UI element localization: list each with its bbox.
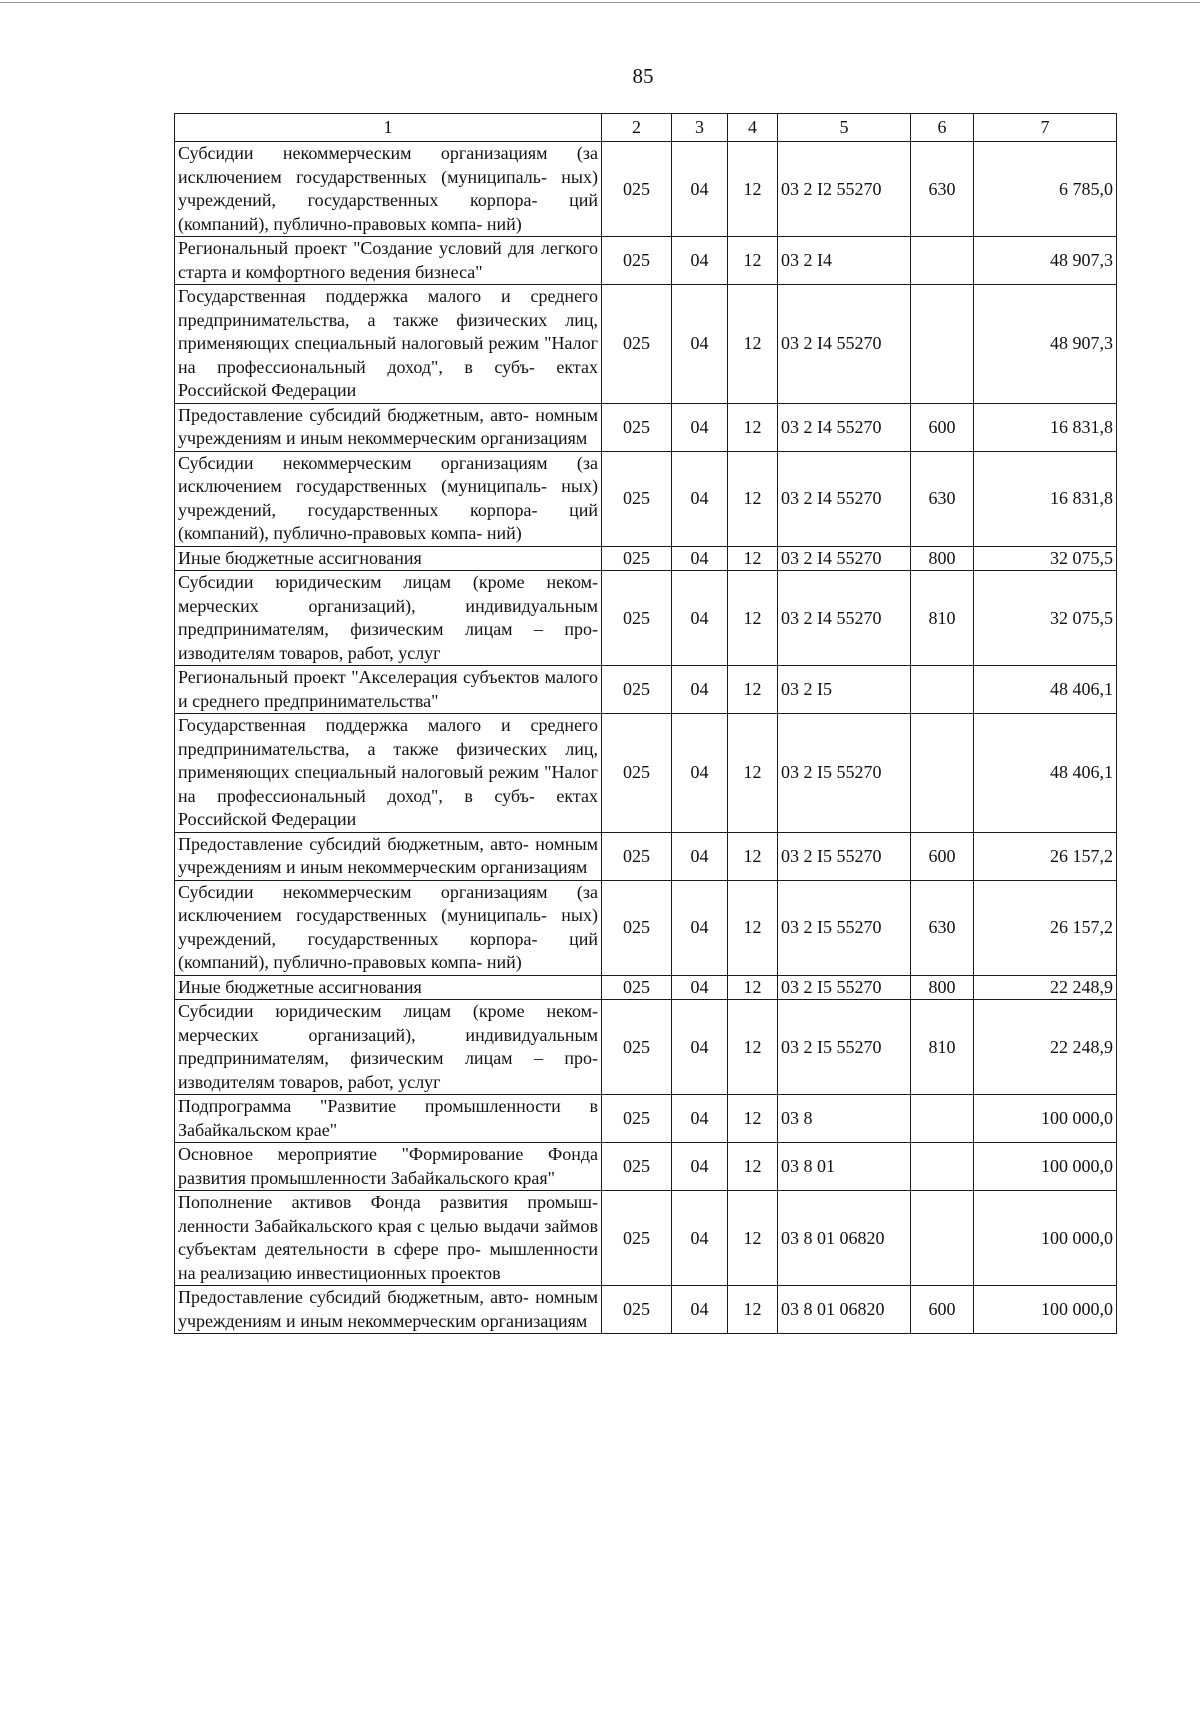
- row-col-2: 025: [602, 1095, 672, 1143]
- row-col-3: 04: [672, 880, 728, 975]
- header-col-4: 4: [728, 114, 778, 142]
- row-col-3: 04: [672, 142, 728, 237]
- row-col-4: 12: [728, 1143, 778, 1191]
- header-col-2: 2: [602, 114, 672, 142]
- row-col-2: 025: [602, 1191, 672, 1286]
- row-col-7: 22 248,9: [974, 975, 1117, 1000]
- row-col-3: 04: [672, 403, 728, 451]
- row-col-4: 12: [728, 714, 778, 833]
- row-col-7: 100 000,0: [974, 1191, 1117, 1286]
- table-row: [175, 975, 1117, 1000]
- row-col-5: 03 2 I4 55270: [778, 451, 911, 546]
- row-name: Субсидии некоммерческим организациям (за исключением государственных (муниципаль- ных) учреждений, государственных корпора- ций (компаний), публично-правовых компа- ний): [175, 451, 602, 546]
- row-col-3: 04: [672, 546, 728, 571]
- row-col-7: 48 406,1: [974, 714, 1117, 833]
- row-col-5: 03 8 01 06820: [778, 1191, 911, 1286]
- row-col-7: 16 831,8: [974, 451, 1117, 546]
- row-col-6: [911, 1095, 974, 1143]
- row-col-3: 04: [672, 975, 728, 1000]
- row-col-2: 025: [602, 832, 672, 880]
- table-row: [175, 666, 1117, 714]
- row-col-3: 04: [672, 714, 728, 833]
- header-col-5: 5: [778, 114, 911, 142]
- row-col-4: 12: [728, 1095, 778, 1143]
- row-col-5: 03 2 I5 55270: [778, 975, 911, 1000]
- row-col-2: 025: [602, 546, 672, 571]
- table-row: [175, 237, 1117, 285]
- row-name: Предоставление субсидий бюджетным, авто- номным учреждениям и иным некоммерческим организациям: [175, 1286, 602, 1334]
- row-col-6: [911, 237, 974, 285]
- row-col-5: 03 2 I4 55270: [778, 403, 911, 451]
- row-col-4: 12: [728, 1286, 778, 1334]
- row-name: Основное мероприятие "Формирование Фонда развития промышленности Забайкальского края": [175, 1143, 602, 1191]
- row-col-6: [911, 285, 974, 404]
- row-col-5: 03 8: [778, 1095, 911, 1143]
- row-col-3: 04: [672, 832, 728, 880]
- row-col-5: 03 2 I5 55270: [778, 714, 911, 833]
- row-col-5: 03 8 01 06820: [778, 1286, 911, 1334]
- row-col-2: 025: [602, 666, 672, 714]
- row-name: Пополнение активов Фонда развития промыш- ленности Забайкальского края с целью выдачи займов субъектам деятельности в сфере про- мышленности на реализацию инвестиционных проектов: [175, 1191, 602, 1286]
- row-col-6: 630: [911, 142, 974, 237]
- row-col-6: [911, 1191, 974, 1286]
- row-col-2: 025: [602, 714, 672, 833]
- header-col-3: 3: [672, 114, 728, 142]
- header-col-1: 1: [175, 114, 602, 142]
- row-col-5: 03 2 I5 55270: [778, 880, 911, 975]
- row-col-3: 04: [672, 1095, 728, 1143]
- row-name: Государственная поддержка малого и среднего предпринимательства, а также физических лиц, применяющих специальный налоговый режим "Налог на профессиональный доход", в субъ- ектах Российской Федерации: [175, 714, 602, 833]
- row-col-4: 12: [728, 571, 778, 666]
- row-col-2: 025: [602, 237, 672, 285]
- row-col-2: 025: [602, 451, 672, 546]
- row-col-4: 12: [728, 666, 778, 714]
- row-col-6: 630: [911, 451, 974, 546]
- row-col-4: 12: [728, 1191, 778, 1286]
- row-name: Предоставление субсидий бюджетным, авто- номным учреждениям и иным некоммерческим организациям: [175, 403, 602, 451]
- row-col-5: 03 2 I5 55270: [778, 832, 911, 880]
- scan-top-edge: [0, 2, 1200, 3]
- row-col-2: 025: [602, 142, 672, 237]
- row-col-7: 16 831,8: [974, 403, 1117, 451]
- table-row: [175, 714, 1117, 833]
- row-col-2: 025: [602, 403, 672, 451]
- page-number: 85: [632, 64, 654, 88]
- table-row: [175, 285, 1117, 404]
- row-col-4: 12: [728, 880, 778, 975]
- row-col-2: 025: [602, 1143, 672, 1191]
- row-col-3: 04: [672, 1286, 728, 1334]
- row-col-6: 800: [911, 975, 974, 1000]
- row-col-4: 12: [728, 142, 778, 237]
- row-col-3: 04: [672, 237, 728, 285]
- row-name: Региональный проект "Создание условий для легкого старта и комфортного ведения бизнеса": [175, 237, 602, 285]
- row-name: Иные бюджетные ассигнования: [175, 546, 602, 571]
- row-col-7: 48 907,3: [974, 285, 1117, 404]
- table-header: [175, 114, 1117, 142]
- row-col-5: 03 2 I4: [778, 237, 911, 285]
- row-col-4: 12: [728, 285, 778, 404]
- row-name: Региональный проект "Акселерация субъектов малого и среднего предпринимательства": [175, 666, 602, 714]
- row-col-4: 12: [728, 403, 778, 451]
- table-row: [175, 571, 1117, 666]
- row-col-7: 32 075,5: [974, 546, 1117, 571]
- row-col-3: 04: [672, 1143, 728, 1191]
- row-col-3: 04: [672, 451, 728, 546]
- row-col-2: 025: [602, 285, 672, 404]
- row-col-5: 03 2 I4 55270: [778, 285, 911, 404]
- row-name: Иные бюджетные ассигнования: [175, 975, 602, 1000]
- table-row: [175, 1143, 1117, 1191]
- row-col-5: 03 2 I2 55270: [778, 142, 911, 237]
- row-col-6: 600: [911, 403, 974, 451]
- row-name: Субсидии некоммерческим организациям (за исключением государственных (муниципаль- ных) учреждений, государственных корпора- ций (компаний), публично-правовых компа- ний): [175, 880, 602, 975]
- row-col-5: 03 2 I5: [778, 666, 911, 714]
- row-col-7: 100 000,0: [974, 1286, 1117, 1334]
- row-col-3: 04: [672, 666, 728, 714]
- row-col-7: 32 075,5: [974, 571, 1117, 666]
- row-col-3: 04: [672, 1191, 728, 1286]
- table-row: [175, 1191, 1117, 1286]
- header-col-7: 7: [974, 114, 1117, 142]
- row-col-2: 025: [602, 1286, 672, 1334]
- table-row: [175, 546, 1117, 571]
- row-col-4: 12: [728, 237, 778, 285]
- row-name: Субсидии некоммерческим организациям (за исключением государственных (муниципаль- ных) учреждений, государственных корпора- ций (компаний), публично-правовых компа- ний): [175, 142, 602, 237]
- row-col-7: 48 406,1: [974, 666, 1117, 714]
- header-row: [175, 114, 1117, 142]
- table-row: [175, 1095, 1117, 1143]
- row-col-7: 100 000,0: [974, 1143, 1117, 1191]
- table-row: [175, 880, 1117, 975]
- row-col-5: 03 2 I4 55270: [778, 546, 911, 571]
- row-col-6: 810: [911, 571, 974, 666]
- row-col-7: 26 157,2: [974, 832, 1117, 880]
- row-col-5: 03 8 01: [778, 1143, 911, 1191]
- row-name: Подпрограмма "Развитие промышленности в Забайкальском крае": [175, 1095, 602, 1143]
- row-col-4: 12: [728, 832, 778, 880]
- row-col-4: 12: [728, 451, 778, 546]
- row-col-7: 6 785,0: [974, 142, 1117, 237]
- table-row: [175, 451, 1117, 546]
- row-col-7: 48 907,3: [974, 237, 1117, 285]
- header-col-6: 6: [911, 114, 974, 142]
- table-row: [175, 832, 1117, 880]
- table-row: [175, 1000, 1117, 1095]
- row-col-6: 630: [911, 880, 974, 975]
- table-row: [175, 403, 1117, 451]
- row-col-4: 12: [728, 975, 778, 1000]
- row-col-2: 025: [602, 975, 672, 1000]
- row-col-2: 025: [602, 571, 672, 666]
- row-name: Предоставление субсидий бюджетным, авто- номным учреждениям и иным некоммерческим организациям: [175, 832, 602, 880]
- row-col-6: 600: [911, 1286, 974, 1334]
- row-col-7: 26 157,2: [974, 880, 1117, 975]
- table-row: [175, 1286, 1117, 1334]
- table-row: [175, 142, 1117, 237]
- row-col-3: 04: [672, 571, 728, 666]
- row-col-4: 12: [728, 1000, 778, 1095]
- row-name: Государственная поддержка малого и среднего предпринимательства, а также физических лиц, применяющих специальный налоговый режим "Налог на профессиональный доход", в субъ- ектах Российской Федерации: [175, 285, 602, 404]
- row-col-3: 04: [672, 285, 728, 404]
- row-col-4: 12: [728, 546, 778, 571]
- row-name: Субсидии юридическим лицам (кроме неком- мерческих организаций), индивидуальным предпринимателям, физическим лицам – про- изводителям товаров, работ, услуг: [175, 1000, 602, 1095]
- row-col-6: 810: [911, 1000, 974, 1095]
- row-col-7: 22 248,9: [974, 1000, 1117, 1095]
- row-col-3: 04: [672, 1000, 728, 1095]
- row-col-6: [911, 714, 974, 833]
- row-col-6: [911, 666, 974, 714]
- table-body: [175, 142, 1117, 1334]
- row-col-6: 800: [911, 546, 974, 571]
- row-col-5: 03 2 I4 55270: [778, 571, 911, 666]
- row-col-2: 025: [602, 880, 672, 975]
- row-col-5: 03 2 I5 55270: [778, 1000, 911, 1095]
- row-col-6: 600: [911, 832, 974, 880]
- row-col-7: 100 000,0: [974, 1095, 1117, 1143]
- budget-table: [174, 113, 1117, 1334]
- row-col-6: [911, 1143, 974, 1191]
- row-col-2: 025: [602, 1000, 672, 1095]
- row-name: Субсидии юридическим лицам (кроме неком- мерческих организаций), индивидуальным предпринимателям, физическим лицам – про- изводителям товаров, работ, услуг: [175, 571, 602, 666]
